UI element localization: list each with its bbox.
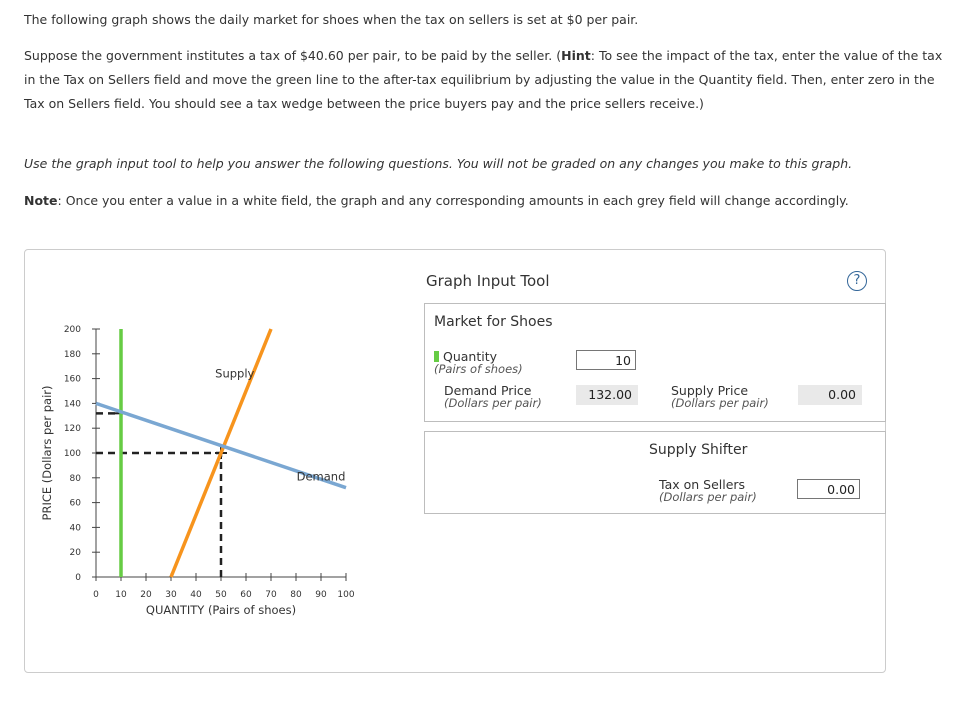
quantity-unit: (Pairs of shoes) (434, 362, 523, 376)
x-tick-label: 90 (315, 590, 327, 600)
supply-shifter-box (424, 431, 886, 514)
graph-input-tool-title: Graph Input Tool (426, 272, 550, 290)
tax-on-sellers-unit: (Dollars per pair) (659, 490, 757, 504)
quantity-input[interactable] (576, 350, 636, 370)
y-axis-label: PRICE (Dollars per pair) (40, 385, 54, 521)
x-tick-label: 50 (215, 590, 227, 600)
market-title: Market for Shoes (434, 314, 553, 330)
x-axis-label: QUANTITY (Pairs of shoes) (145, 603, 297, 617)
note-text (24, 189, 849, 213)
x-tick-label: 100 (337, 590, 355, 600)
quantity-label (434, 350, 523, 376)
note-label: Note (24, 193, 58, 208)
demand-price-label (444, 384, 542, 410)
y-tick-label: 60 (69, 498, 81, 509)
chart-labels (40, 366, 345, 617)
x-tick-label: 60 (240, 590, 252, 600)
scenario-text (24, 44, 949, 116)
y-tick-label: 100 (63, 449, 81, 459)
scenario-hint: : To see the impact of the tax, enter the value of the tax in the Tax on Sellers field and move the green line to the after-tax equilibrium by adjusting the value in the Quantity field. Then, enter zero in the Tax on Sellers field. You should see a tax wedge between the price buyers pay and the price sellers receive.) (24, 48, 943, 111)
y-tick-label: 140 (63, 399, 81, 410)
supply-price-label (671, 384, 769, 410)
supply-price-value: 0.00 (798, 385, 862, 405)
supply-label: Supply (215, 366, 255, 381)
y-tick-label: 40 (69, 523, 81, 534)
y-tick-label: 200 (63, 325, 81, 335)
market-box (424, 303, 886, 422)
supply-price-label-text: Supply Price (671, 383, 749, 398)
green-line-swatch (434, 351, 439, 362)
note-body: : Once you enter a value in a white field, the graph and any corresponding amounts in each grey field will change accordingly. (57, 193, 849, 208)
x-tick-label: 10 (115, 590, 127, 600)
y-tick-label: 160 (63, 374, 81, 385)
chart-ticks (64, 325, 355, 600)
demand-price-label-text: Demand Price (444, 383, 532, 398)
x-tick-label: 70 (265, 590, 277, 600)
demand-price-unit: (Dollars per pair) (444, 396, 542, 410)
demand-price-value: 132.00 (576, 385, 638, 405)
y-tick-label: 20 (69, 548, 81, 559)
y-tick-label: 180 (63, 349, 81, 360)
x-tick-label: 20 (140, 590, 152, 600)
y-tick-label: 0 (75, 573, 81, 583)
supply-shifter-title: Supply Shifter (649, 442, 748, 458)
tax-on-sellers-label (659, 478, 757, 504)
tool-note-text: Use the graph input tool to help you answer the following questions. You will not be graded on any changes you make to this graph. (24, 156, 853, 171)
tax-on-sellers-label-text: Tax on Sellers (659, 477, 746, 492)
market-chart (25, 250, 415, 650)
tax-on-sellers-input[interactable] (797, 479, 860, 499)
y-tick-label: 80 (69, 473, 81, 484)
help-icon[interactable]: ? (847, 271, 867, 291)
graph-panel (24, 249, 886, 673)
supply-price-unit: (Dollars per pair) (671, 396, 769, 410)
hint-label: Hint (561, 48, 591, 63)
x-tick-label: 30 (165, 590, 177, 600)
y-tick-label: 120 (63, 424, 81, 435)
x-tick-label: 0 (93, 590, 99, 600)
x-tick-label: 80 (290, 590, 302, 600)
x-tick-label: 40 (190, 590, 202, 600)
intro-text: The following graph shows the daily market for shoes when the tax on sellers is set at $0 per pair. (24, 12, 639, 27)
demand-label: Demand (296, 469, 346, 484)
scenario-prefix: Suppose the government institutes a tax of $40.60 per pair, to be paid by the seller. ( (24, 48, 562, 63)
quantity-label-text: Quantity (443, 349, 498, 364)
chart-guides (96, 407, 227, 577)
